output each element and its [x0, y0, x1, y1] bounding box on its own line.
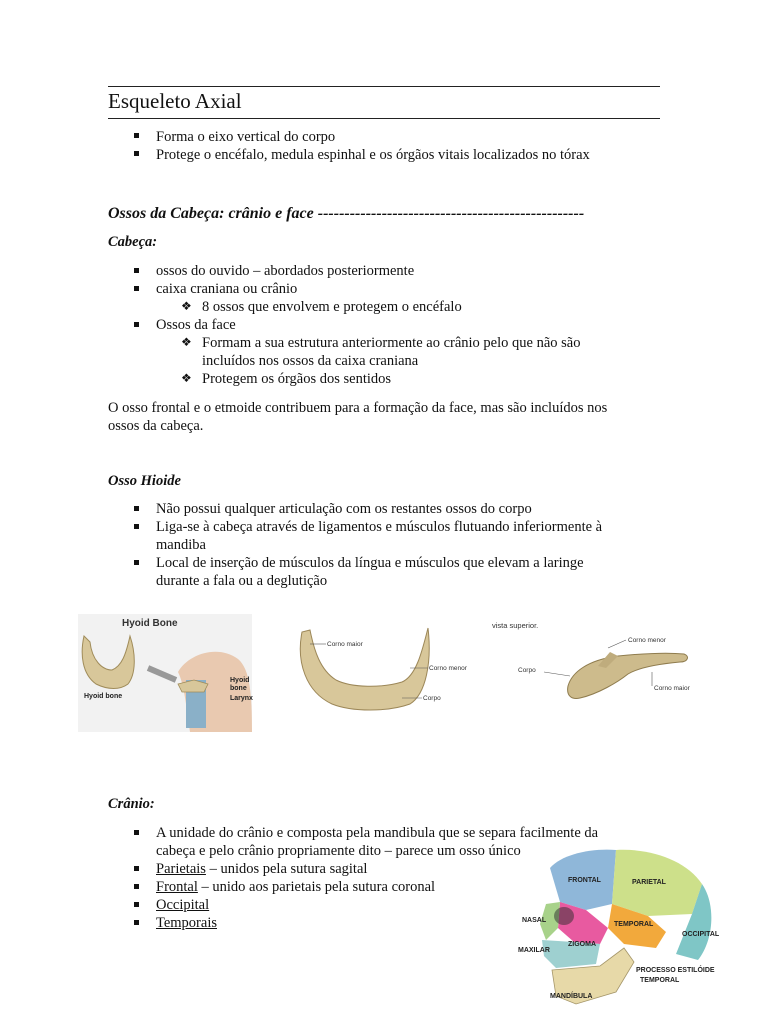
- skull-label-processo: PROCESSO ESTILÓIDE: [636, 967, 715, 974]
- corno-maior-label: Corno maior: [327, 641, 363, 648]
- sub-list-item: Protegem os órgãos dos sentidos: [202, 371, 392, 387]
- bullet-square: [134, 524, 139, 529]
- list-item-rest: – unidos pela sutura sagital: [205, 861, 368, 877]
- hyoid-label-right: Hyoid: [230, 677, 250, 684]
- bullet-square: [134, 506, 139, 511]
- bullet-square: [134, 286, 139, 291]
- skull-label-temporal: TEMPORAL: [614, 921, 654, 928]
- skull-label-parietal: PARIETAL: [632, 879, 666, 886]
- sub-list-item: 8 ossos que envolvem e protegem o encéfalo: [202, 299, 462, 315]
- underlined-term: Temporais: [156, 915, 217, 931]
- list-item: ossos do ouvido – abordados posteriormente: [156, 263, 415, 279]
- list-item-rest: – unido aos parietais pela sutura coronal: [197, 879, 436, 895]
- underlined-term: Parietais: [156, 861, 206, 877]
- bullet-square: [134, 322, 139, 327]
- bullet-square: [134, 560, 139, 565]
- skull-illustration: [516, 844, 720, 1012]
- title-top-rule: [108, 86, 660, 87]
- section-heading-cabeca: [108, 205, 584, 223]
- list-item: Protege o encéfalo, medula espinhal e os órgãos vitais localizados no tórax: [156, 147, 590, 163]
- hyoid-label-right: bone: [230, 685, 247, 692]
- skull-label-frontal: FRONTAL: [568, 877, 601, 884]
- list-item-cont: mandiba: [156, 537, 206, 553]
- bullet-square: [134, 866, 139, 871]
- section-heading-text: Ossos da Cabeça: crânio e face: [108, 205, 318, 222]
- skull-label-zigoma: ZIGOMA: [568, 941, 596, 948]
- list-item-cont: cabeça e pelo crânio propriamente dito – parece um osso único: [156, 843, 521, 859]
- skull-label-maxilar: MAXILAR: [518, 947, 550, 954]
- corpo-label: Corpo: [423, 695, 441, 702]
- subheading-cranio: Crânio:: [108, 796, 155, 812]
- list-item: [156, 860, 367, 878]
- skull-label-mandibula: MANDÍBULA: [550, 993, 593, 1000]
- bullet-square: [134, 902, 139, 907]
- bullet-square: [134, 830, 139, 835]
- zoom-arrow: [148, 668, 176, 680]
- subheading-hioide: Osso Hioide: [108, 473, 181, 489]
- hyoid-label-left: Hyoid bone: [84, 693, 123, 700]
- list-item: Ossos da face: [156, 317, 236, 333]
- sub-list-item: Formam a sua estrutura anteriormente ao crânio pelo que não são: [202, 335, 581, 351]
- leader-line: [544, 672, 570, 676]
- list-item: caixa craniana ou crânio: [156, 281, 298, 297]
- skull-label-occipital: OCCIPITAL: [682, 931, 720, 938]
- diamond-bullet-icon: ❖: [181, 299, 192, 313]
- diamond-bullet-icon: ❖: [181, 335, 192, 349]
- list-item: [156, 896, 209, 914]
- hyoid-bone-illustration: [78, 614, 252, 732]
- list-item-cont: durante a fala ou a deglutição: [156, 573, 328, 589]
- list-item: A unidade do crânio e composta pela mandibula que se separa facilmente da: [156, 825, 599, 841]
- corpo-label: Corpo: [518, 667, 536, 674]
- page-title: Esqueleto Axial: [108, 89, 242, 113]
- section-heading-dashes: --------------------------------------------------: [317, 205, 585, 222]
- leader-line: [608, 640, 626, 648]
- bullet-square: [134, 920, 139, 925]
- list-item: Forma o eixo vertical do corpo: [156, 129, 336, 145]
- skull-label-processo-temporal: TEMPORAL: [640, 977, 680, 984]
- list-item: [156, 914, 217, 932]
- bullet-square: [134, 151, 139, 156]
- hyoid-large-shape: [82, 636, 134, 689]
- hyoid-superior-illustration: [488, 616, 698, 712]
- title-bottom-rule: [108, 118, 660, 119]
- subheading-cabeca: Cabeça:: [108, 234, 158, 250]
- larynx-label: Larynx: [230, 695, 253, 702]
- list-item: Liga-se à cabeça através de ligamentos e músculos flutuando inferiormente à: [156, 519, 603, 535]
- hyoid-image-title: Hyoid Bone: [122, 618, 178, 629]
- list-item: Não possui qualquer articulação com os restantes ossos do corpo: [156, 501, 532, 517]
- list-item: Local de inserção de músculos da língua e músculos que elevam a laringe: [156, 555, 584, 571]
- sub-list-item-cont: incluídos nos ossos da caixa craniana: [202, 353, 419, 369]
- paragraph-line: O osso frontal e o etmoide contribuem para a formação da face, mas são incluídos nos: [108, 400, 608, 416]
- paragraph-line: ossos da cabeça.: [108, 418, 204, 434]
- corno-maior-label: Corno maior: [654, 685, 690, 692]
- underlined-term: Frontal: [156, 879, 198, 895]
- bullet-square: [134, 133, 139, 138]
- skull-label-nasal: NASAL: [522, 917, 547, 924]
- orbit-shape: [554, 907, 574, 925]
- corno-menor-label: Corno menor: [429, 665, 467, 672]
- vista-superior-title: vista superior.: [492, 621, 539, 630]
- bullet-square: [134, 884, 139, 889]
- diamond-bullet-icon: ❖: [181, 371, 192, 385]
- underlined-term: Occipital: [156, 897, 210, 913]
- corno-menor-label: Corno menor: [628, 637, 666, 644]
- bullet-square: [134, 268, 139, 273]
- list-item: [156, 878, 435, 896]
- hyoid-anterior-illustration: [292, 622, 467, 716]
